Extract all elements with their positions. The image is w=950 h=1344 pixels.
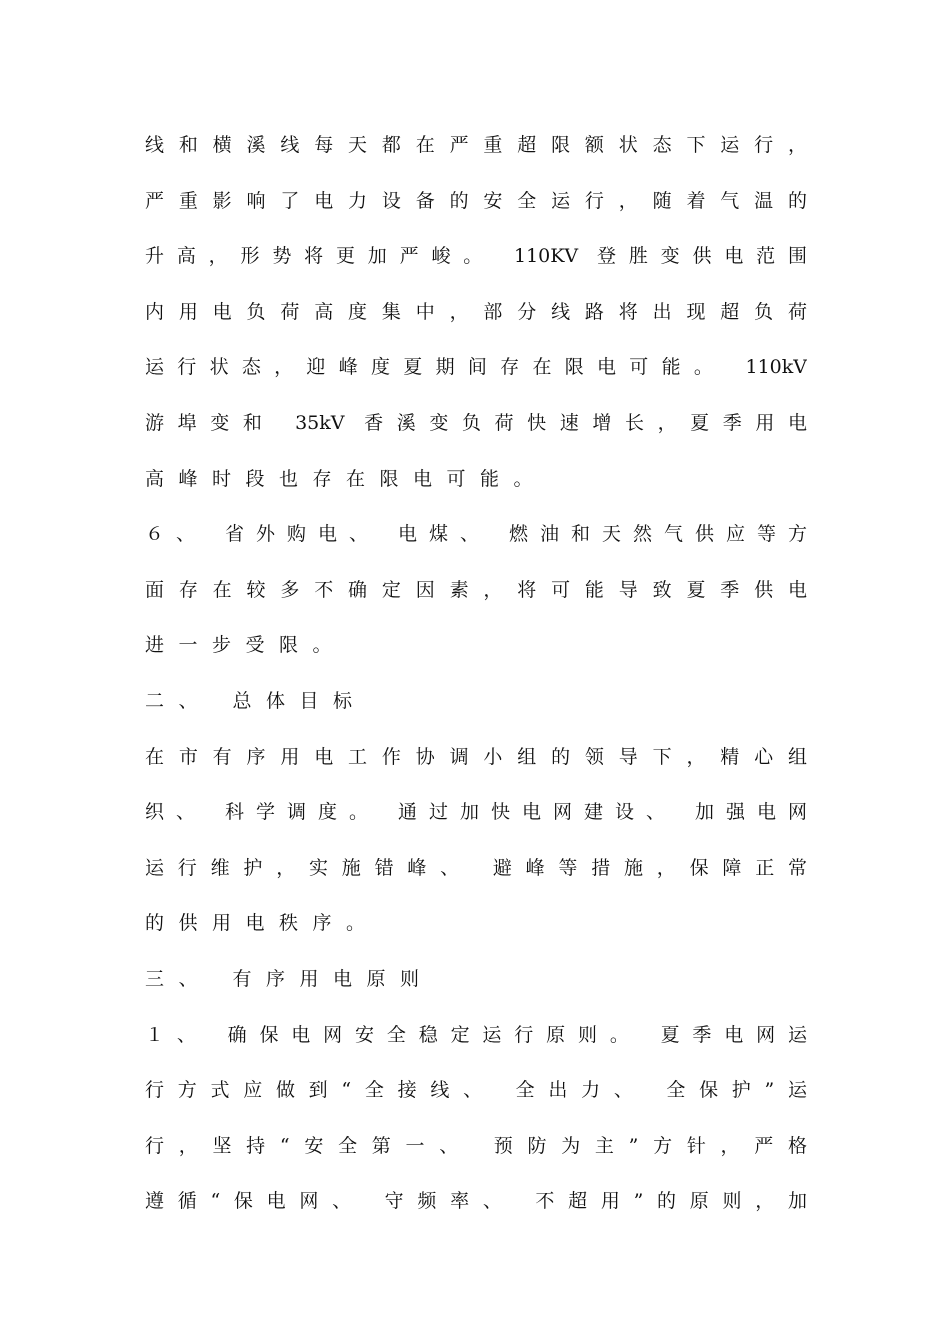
text-line: 线和横溪线每天都在严重超限额状态下运行，	[145, 134, 807, 156]
text-line: 运行状态，迎峰度夏期间存在限电可能。 110kV	[145, 356, 807, 379]
text-line: ６、 省外购电、 电煤、 燃油和天然气供应等方	[145, 523, 807, 546]
text-line: 二、 总体目标	[145, 689, 367, 712]
text-line: 升高，形势将更加严峻。 110KV 登胜变供电范围	[145, 245, 807, 268]
text-line: 内用电负荷高度集中，部分线路将出现超负荷	[145, 300, 807, 323]
text-line: 三、 有序用电原则	[145, 967, 434, 990]
text-line: 行方式应做到“全接线、 全出力、 全保护”运	[145, 1079, 807, 1102]
text-line: 在市有序用电工作协调小组的领导下，精心组	[145, 745, 807, 768]
body-text	[145, 118, 807, 1230]
text-line: 高峰时段也存在限电可能。	[145, 467, 548, 490]
text-line: 面存在较多不确定因素，将可能导致夏季供电	[145, 578, 807, 601]
text-line: １、 确保电网安全稳定运行原则。 夏季电网运	[145, 1023, 807, 1046]
text-line: 行，坚持“安全第一、 预防为主”方针，严格	[145, 1134, 807, 1157]
text-line: 运行维护，实施错峰、 避峰等措施，保障正常	[145, 856, 807, 879]
text-line: 进一步受限。	[145, 634, 347, 657]
text-line: 遵循“保电网、 守频率、 不超用”的原则，加	[145, 1190, 807, 1213]
text-line: 织、 科学调度。 通过加快电网建设、 加强电网	[145, 801, 807, 824]
text-line: 的供用电秩序。	[145, 912, 380, 935]
text-line: 游埠变和 35kV 香溪变负荷快速增长，夏季用电	[145, 411, 807, 434]
text-line: 严重影响了电力设备的安全运行，随着气温的	[145, 189, 807, 212]
